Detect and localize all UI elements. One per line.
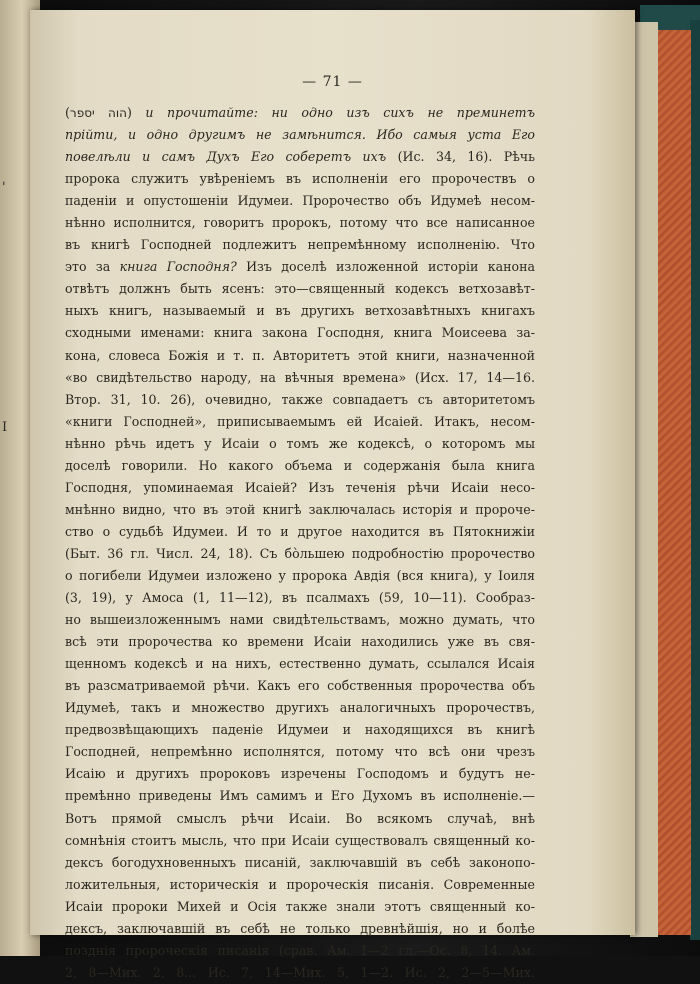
text-segment: книга Господня? bbox=[119, 259, 237, 275]
text-segment: доселѣ говорили. Но какого объема и содержанія была книга bbox=[65, 457, 535, 473]
text-segment: въ разсматриваемой рѣчи. Какъ его собственныя пророчества объ bbox=[65, 678, 535, 694]
text-segment: кона, словеса Божія и т. п. Авторитетъ этой книги, назначенной bbox=[65, 347, 535, 363]
text-segment: позднія пророческія писанія (срав. Ам. 1—2 гл.—Ос. 8, 14. Ам. bbox=[65, 942, 535, 958]
text-line bbox=[65, 852, 535, 874]
book-cover-spine bbox=[690, 20, 700, 940]
text-segment: премѣнно приведены Имъ самимъ и Его Духомъ въ исполненіе.— bbox=[65, 788, 535, 804]
text-segment: Исаіи пророки Михей и Осія также знали этотъ священный ко- bbox=[65, 898, 535, 914]
hebrew-inscription: הוה יספר bbox=[69, 106, 127, 120]
text-line bbox=[65, 609, 535, 631]
text-line bbox=[65, 631, 535, 653]
facing-page-text-fragment: I bbox=[2, 420, 8, 435]
text-line bbox=[65, 808, 535, 830]
text-segment: Господней, непремѣнно исполнятся, потому что всѣ они чрезъ bbox=[65, 744, 535, 760]
text-line bbox=[65, 962, 535, 984]
text-segment: нѣнно рѣчь идетъ у Исаіи о томъ же кодексѣ, о которомъ мы bbox=[65, 435, 535, 451]
text-line bbox=[65, 102, 535, 124]
text-segment: и прочитайте: ни одно изъ сихъ не преминетъ bbox=[131, 105, 535, 120]
text-line bbox=[65, 830, 535, 852]
text-line bbox=[65, 587, 535, 609]
text-line bbox=[65, 499, 535, 521]
text-segment: (Быт. 36 гл. Числ. 24, 18). Съ бо̀льшею подробностію пророчество bbox=[65, 545, 535, 561]
text-segment: но вышеизложеннымъ нами свидѣтельствамъ, можно думать, что bbox=[65, 612, 535, 628]
text-line bbox=[65, 675, 535, 697]
text-segment: Втор. 31, 10. 26), очевидно, также совпадаетъ съ авторитетомъ bbox=[65, 391, 535, 407]
text-segment: (Ис. 34, 16). Рѣчь bbox=[386, 149, 535, 165]
text-segment: предвозвѣщающихъ паденіе Идумеи и находящихся въ книгѣ bbox=[65, 722, 535, 738]
text-line bbox=[65, 212, 535, 234]
text-line bbox=[65, 367, 535, 389]
text-segment: мнѣнно видно, что въ этой книгѣ заключалась исторія и пророче- bbox=[65, 501, 535, 517]
text-segment: ныхъ книгъ, называемый и въ другихъ ветхозавѣтныхъ книгахъ bbox=[65, 303, 535, 319]
text-segment: дексъ богодухновенныхъ писаній, заключавшій въ себѣ законопо- bbox=[65, 854, 535, 870]
text-line bbox=[65, 433, 535, 455]
text-line bbox=[65, 389, 535, 411]
text-line bbox=[65, 521, 535, 543]
text-line bbox=[65, 256, 535, 278]
text-segment: паденіи и опустошеніи Идумеи. Пророчество объ Идумеѣ несом- bbox=[65, 193, 535, 209]
text-segment: ( bbox=[65, 105, 70, 120]
text-line bbox=[65, 543, 535, 565]
text-segment: дексъ, заключавшій въ себѣ не только древнѣйшія, но и болѣе bbox=[65, 920, 535, 936]
text-line bbox=[65, 896, 535, 918]
book-page bbox=[30, 10, 635, 980]
text-line bbox=[65, 763, 535, 785]
text-segment: Господня, упоминаемая Исаіей? Изъ теченія рѣчи Исаіи несо- bbox=[65, 479, 535, 495]
text-line bbox=[65, 741, 535, 763]
text-segment: Исаію и другихъ пророковъ изречены Господомъ и будутъ не- bbox=[65, 766, 535, 782]
text-line bbox=[65, 918, 535, 940]
text-segment: «книги Господней», приписываемымъ ей Исаіей. Итакъ, несом- bbox=[65, 413, 535, 429]
page-number: — 71 — bbox=[302, 74, 363, 90]
text-line bbox=[65, 322, 535, 344]
text-line bbox=[65, 565, 535, 587]
text-line bbox=[65, 278, 535, 300]
text-segment: щенномъ кодексѣ и на нихъ, естественно думать, ссылался Исаія bbox=[65, 656, 535, 672]
text-segment: «во свидѣтельство народу, на вѣчныя времена» (Исх. 17, 14—16. bbox=[65, 369, 535, 385]
text-line bbox=[65, 300, 535, 322]
body-text bbox=[65, 102, 535, 984]
text-segment: сомнѣнія стоитъ мысль, что при Исаіи существовалъ священный ко- bbox=[65, 832, 535, 848]
text-segment: пророка служитъ увѣреніемъ въ исполненіи его пророчествъ о bbox=[65, 171, 535, 187]
text-line bbox=[65, 345, 535, 367]
text-line bbox=[65, 190, 535, 212]
text-segment: ство о судьбѣ Идумеи. И то и другое находится въ Пятокнижіи bbox=[65, 523, 535, 539]
text-segment: Идумеѣ, такъ и множество другихъ аналогичныхъ пророчествъ, bbox=[65, 700, 535, 716]
text-line bbox=[65, 874, 535, 896]
text-line bbox=[65, 455, 535, 477]
text-segment: повелѣли и самъ Духъ Его соберетъ ихъ bbox=[65, 149, 387, 165]
text-segment: о погибели Идумеи изложено у пророка Авдія (вся книга), у Іоиля bbox=[65, 567, 535, 583]
text-line bbox=[65, 719, 535, 741]
text-line bbox=[65, 653, 535, 675]
text-segment: это за bbox=[65, 259, 120, 275]
facing-page-text-fragment: ' bbox=[2, 180, 7, 195]
text-segment: въ книгѣ Господней подлежитъ непремѣнному исполненію. Что bbox=[65, 237, 535, 253]
text-line bbox=[65, 234, 535, 256]
text-segment: сходными именами: книга закона Господня, книга Моисеева за- bbox=[65, 325, 535, 341]
text-line bbox=[65, 168, 535, 190]
text-segment: отвѣтъ должнъ быть ясенъ: это—священный кодексъ ветхозавѣт- bbox=[65, 281, 535, 297]
text-segment: ) bbox=[126, 105, 132, 120]
text-segment: нѣнно исполнится, говоритъ пророкъ, потому что все написанное bbox=[65, 215, 535, 231]
text-line bbox=[65, 411, 535, 433]
book-edge-marbled bbox=[655, 30, 691, 935]
text-line bbox=[65, 697, 535, 719]
text-line bbox=[65, 146, 535, 168]
text-line bbox=[65, 940, 535, 962]
text-segment: (3, 19), у Амоса (1, 11—12), въ псалмахъ (59, 10—11). Сообраз- bbox=[65, 590, 535, 606]
text-line bbox=[65, 477, 535, 499]
text-segment: всѣ эти пророчества ко времени Исаіи находились уже въ свя- bbox=[65, 634, 535, 650]
text-segment: 2, 8—Мих. 2, 8... Ис. 7, 14—Мих. 5, 1—2. Ис. 2, 2—5—Мих. bbox=[65, 964, 535, 980]
text-segment: Вотъ прямой смыслъ рѣчи Исаіи. Во всякомъ случаѣ, внѣ bbox=[65, 810, 535, 826]
text-segment: прійти, и одно другимъ не замѣнится. Ибо самыя уста Его bbox=[65, 127, 535, 143]
text-segment: Изъ доселѣ изложенной исторіи канона bbox=[236, 259, 535, 275]
text-line bbox=[65, 785, 535, 807]
text-line bbox=[65, 124, 535, 146]
text-segment: ложительныя, историческія и пророческія писанія. Современные bbox=[65, 876, 535, 892]
